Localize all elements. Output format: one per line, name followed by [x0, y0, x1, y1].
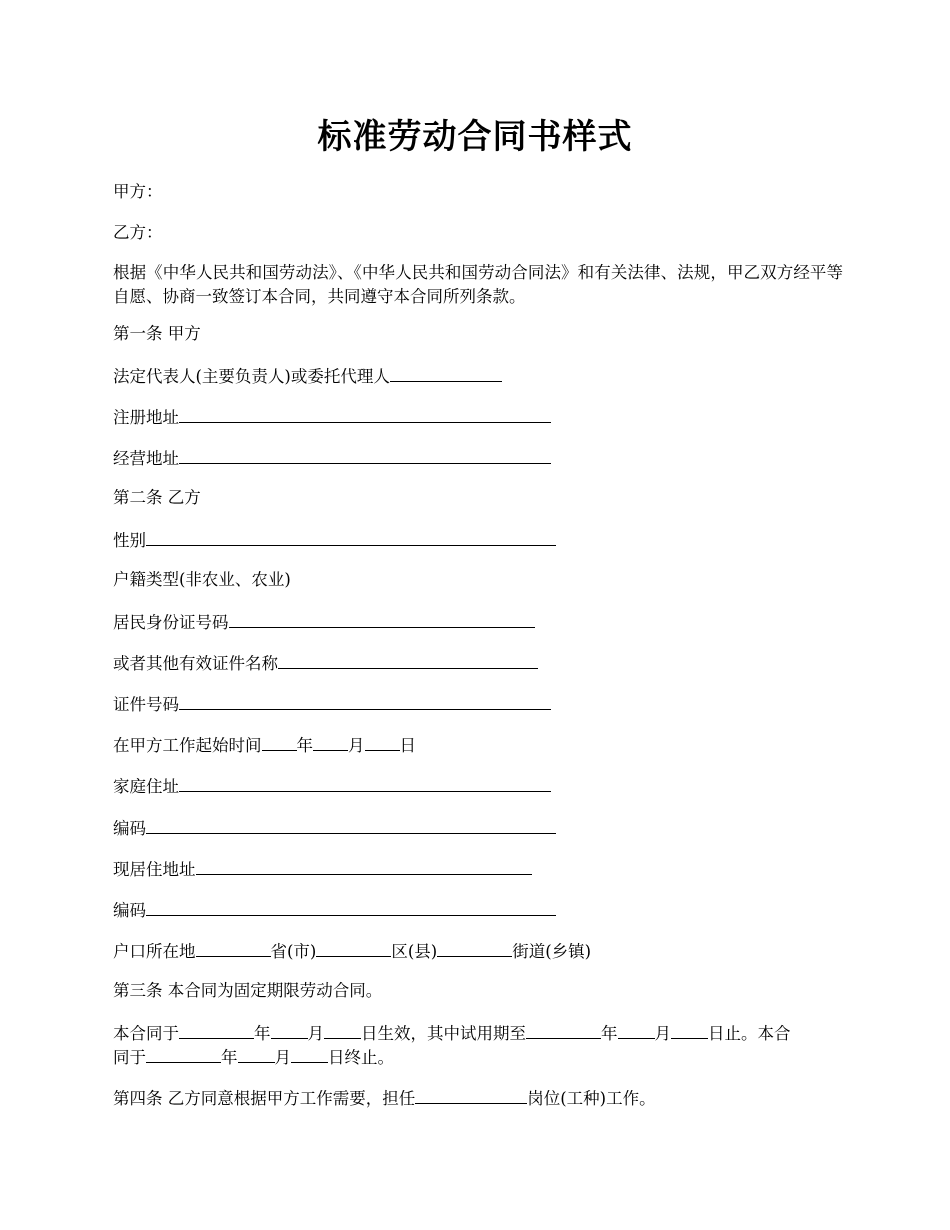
- start-year-blank[interactable]: [262, 732, 297, 751]
- term-line-1: [113, 1020, 843, 1046]
- party-b-label: 乙方：: [113, 223, 163, 242]
- business-address-line: [113, 445, 843, 471]
- cert-number-blank[interactable]: [179, 691, 551, 710]
- district-label: 区(县): [391, 942, 438, 961]
- start-time-label: 在甲方工作起始时间: [113, 736, 262, 755]
- probation-year-label: 年: [601, 1024, 618, 1043]
- term-text-4: 日终止。: [328, 1048, 394, 1067]
- hukou-district-blank[interactable]: [316, 938, 391, 957]
- article4-text-2: 岗位(工种)工作。: [527, 1089, 656, 1108]
- probation-day-blank[interactable]: [671, 1020, 708, 1039]
- postcode-line-2: [113, 897, 843, 923]
- home-address-blank[interactable]: [179, 773, 551, 792]
- party-b-line: [113, 221, 843, 245]
- preamble-paragraph: 根据《中华人民共和国劳动法》、《中华人民共和国劳动合同法》和有关法律、法规，甲乙双方经平等自愿、协商一致签订本合同，共同遵守本合同所列条款。: [113, 263, 843, 306]
- registered-address-label: 注册地址: [113, 408, 179, 427]
- end-year-label: 年: [221, 1048, 238, 1067]
- end-year-blank[interactable]: [146, 1044, 221, 1063]
- legal-rep-blank[interactable]: [390, 363, 502, 382]
- legal-rep-label: 法定代表人(主要负责人)或委托代理人: [113, 367, 390, 386]
- gender-label: 性别: [113, 531, 146, 550]
- province-label: 省(市): [270, 942, 317, 961]
- party-a-line: [113, 180, 843, 204]
- start-time-line: [113, 732, 843, 758]
- term-text-1: 本合同于: [113, 1024, 179, 1043]
- effective-year-label: 年: [254, 1024, 271, 1043]
- position-blank[interactable]: [415, 1085, 527, 1104]
- hukou-label: 户口所在地: [113, 942, 196, 961]
- article4-text-1: 第四条 乙方同意根据甲方工作需要，担任: [113, 1089, 416, 1108]
- term-text-2: 日生效，其中试用期至: [361, 1024, 526, 1043]
- business-address-blank[interactable]: [179, 445, 551, 464]
- end-month-blank[interactable]: [238, 1044, 275, 1063]
- other-id-label: 或者其他有效证件名称: [113, 654, 278, 673]
- registered-address-blank[interactable]: [179, 404, 551, 423]
- article3-heading: 第三条 本合同为固定期限劳动合同。: [113, 981, 383, 1000]
- other-id-line: [113, 650, 843, 676]
- id-number-line: [113, 609, 843, 635]
- current-address-blank[interactable]: [196, 856, 532, 875]
- party-a-label: 甲方：: [113, 182, 163, 201]
- household-type-line: 户籍类型(非农业、农业): [113, 570, 291, 589]
- effective-month-label: 月: [307, 1024, 324, 1043]
- postcode-blank-2[interactable]: [146, 897, 556, 916]
- other-id-blank[interactable]: [278, 650, 538, 669]
- effective-year-blank[interactable]: [179, 1020, 254, 1039]
- article4-line: [113, 1085, 843, 1111]
- start-month-blank[interactable]: [313, 732, 348, 751]
- current-address-line: [113, 856, 843, 882]
- street-label: 街道(乡镇): [512, 942, 592, 961]
- term-text-3: 日止。本合: [708, 1024, 791, 1043]
- id-number-label: 居民身份证号码: [113, 613, 229, 632]
- hukou-province-blank[interactable]: [196, 938, 271, 957]
- effective-month-blank[interactable]: [271, 1020, 308, 1039]
- probation-year-blank[interactable]: [526, 1020, 601, 1039]
- start-day-label: 日: [399, 736, 416, 755]
- document-title: 标准劳动合同书样式: [317, 117, 633, 157]
- postcode-label-1: 编码: [113, 819, 146, 838]
- gender-blank[interactable]: [146, 527, 556, 546]
- end-day-blank[interactable]: [291, 1044, 328, 1063]
- hukou-line: [113, 938, 843, 964]
- postcode-blank-1[interactable]: [146, 815, 556, 834]
- start-day-blank[interactable]: [365, 732, 400, 751]
- cert-number-line: [113, 691, 843, 717]
- probation-month-blank[interactable]: [618, 1020, 655, 1039]
- registered-address-line: [113, 404, 843, 430]
- end-month-label: 月: [274, 1048, 291, 1067]
- business-address-label: 经营地址: [113, 449, 179, 468]
- article1-heading: 第一条 甲方: [113, 324, 201, 343]
- current-address-label: 现居住地址: [113, 860, 196, 879]
- effective-day-blank[interactable]: [324, 1020, 361, 1039]
- term-line-2: [113, 1044, 843, 1070]
- start-month-label: 月: [348, 736, 365, 755]
- gender-line: [113, 527, 843, 553]
- probation-month-label: 月: [654, 1024, 671, 1043]
- home-address-line: [113, 773, 843, 799]
- legal-rep-line: [113, 363, 843, 389]
- term-text-same: 同于: [113, 1048, 146, 1067]
- start-year-label: 年: [296, 736, 313, 755]
- cert-number-label: 证件号码: [113, 695, 179, 714]
- home-address-label: 家庭住址: [113, 777, 179, 796]
- postcode-label-2: 编码: [113, 901, 146, 920]
- id-number-blank[interactable]: [229, 609, 535, 628]
- article2-heading: 第二条 乙方: [113, 488, 201, 507]
- postcode-line-1: [113, 815, 843, 841]
- hukou-street-blank[interactable]: [437, 938, 512, 957]
